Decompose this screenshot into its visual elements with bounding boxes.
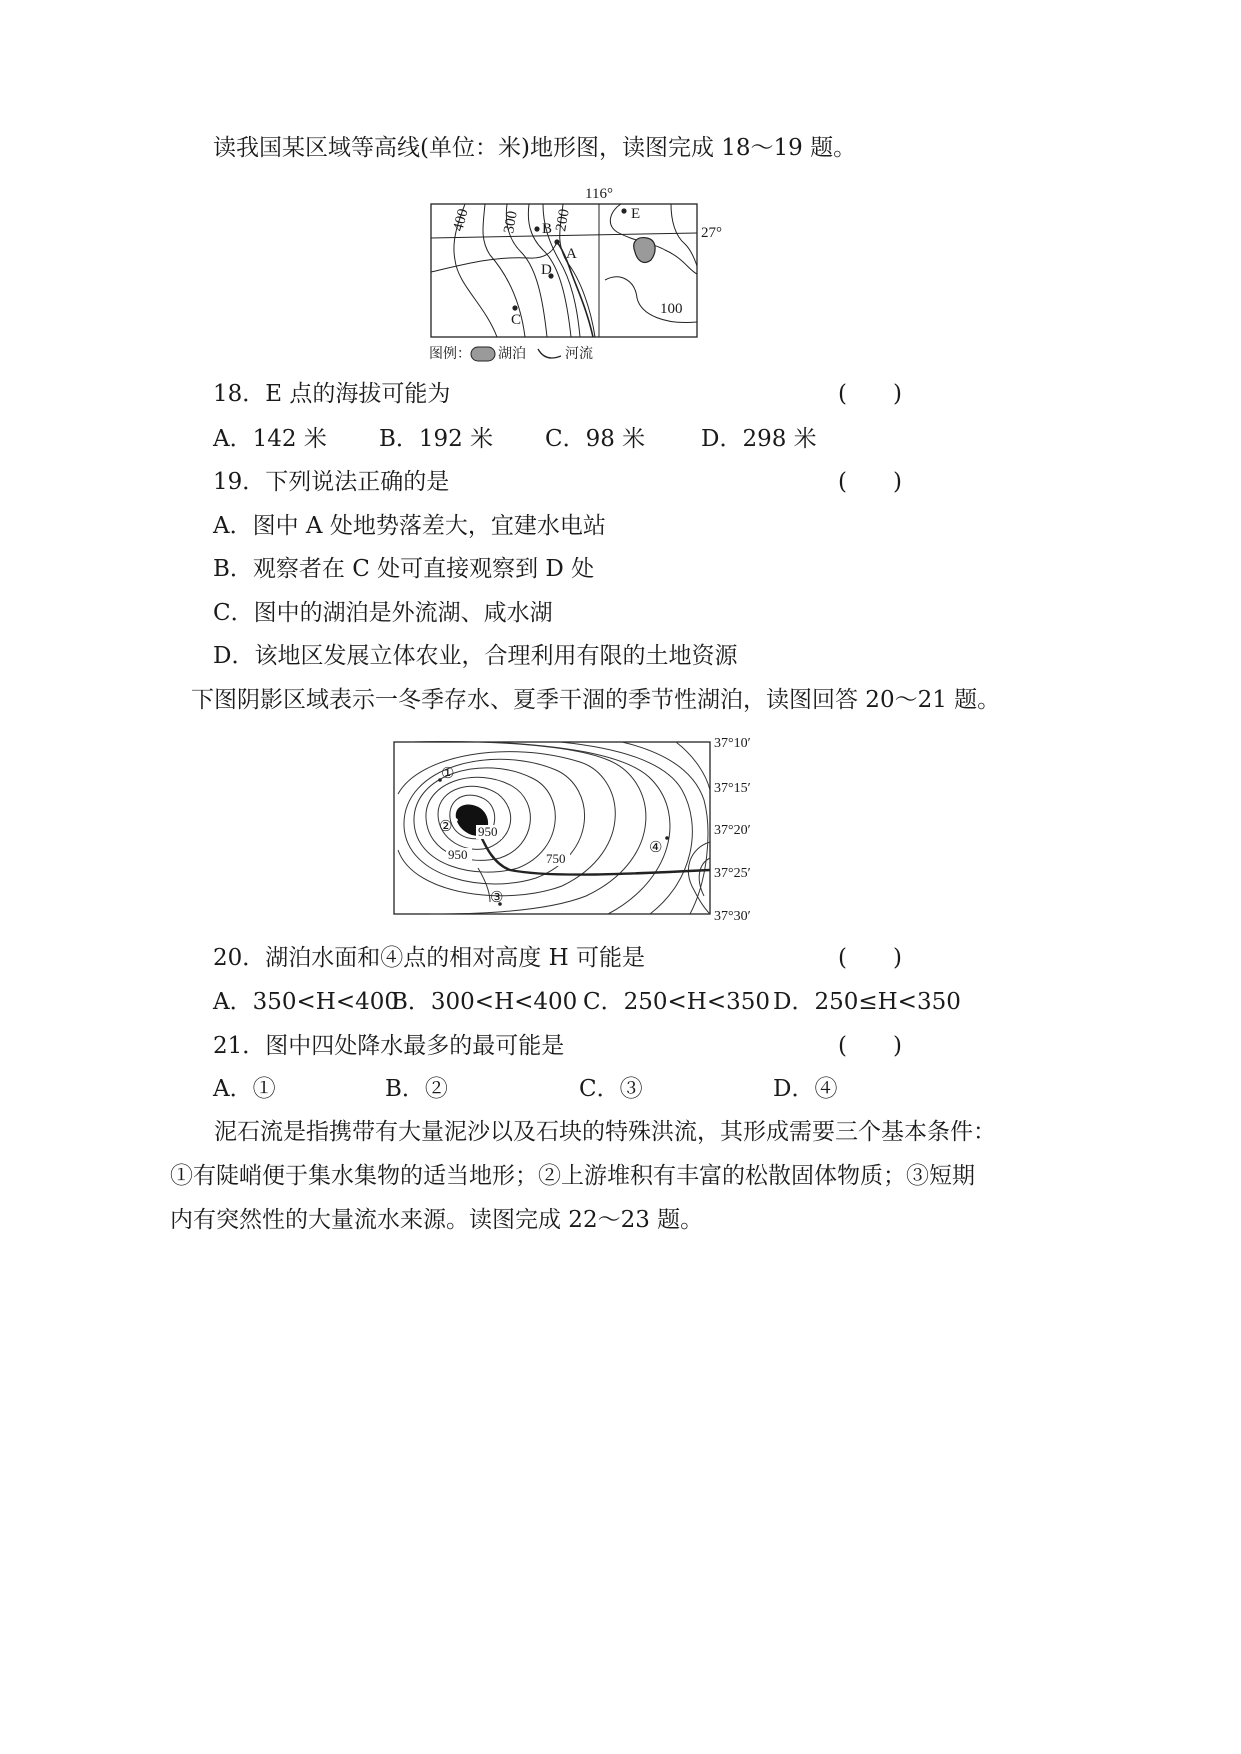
contour-label-750: 750 <box>546 851 566 866</box>
q20-option-c[interactable]: C．250<H<350 <box>583 989 770 1015</box>
point-1: ① <box>441 766 455 782</box>
intro-text-1: 读我国某区域等高线(单位：米)地形图，读图完成 18～19 题。 <box>213 135 857 161</box>
contour-map-1 <box>425 180 745 370</box>
q19-option-c[interactable]: C．图中的湖泊是外流湖、咸水湖 <box>213 600 553 626</box>
lat-label-37-20: 37°20′ <box>714 823 751 838</box>
q21-paren: ( ) <box>838 1033 902 1059</box>
q20-option-a[interactable]: A．350<H<400 <box>213 989 400 1015</box>
q18-paren: ( ) <box>838 381 902 407</box>
q18-option-b[interactable]: B．192 米 <box>379 426 494 452</box>
contour-map-2 <box>390 730 770 925</box>
q20-paren: ( ) <box>838 945 902 971</box>
q19-option-b[interactable]: B．观察者在 C 处可直接观察到 D 处 <box>213 556 595 582</box>
lat-label-37-15: 37°15′ <box>714 781 751 796</box>
lat-label: 27° <box>701 225 722 241</box>
contour-label-950-a: 950 <box>478 824 498 839</box>
contour-label-200: 200 <box>553 207 573 233</box>
legend-lake: 湖泊 <box>498 347 526 362</box>
point-4: ④ <box>649 840 663 856</box>
intro-text-2: 下图阴影区域表示一冬季存水、夏季干涸的季节性湖泊，读图回答 20～21 题。 <box>191 687 1001 713</box>
lon-label: 116° <box>585 186 613 202</box>
q21-option-a[interactable]: A．① <box>213 1076 276 1102</box>
legend-river: 河流 <box>565 347 593 362</box>
paragraph-line-2: ①有陡峭便于集水集物的适当地形；②上游堆积有丰富的松散固体物质；③短期 <box>170 1163 975 1189</box>
q20-stem: 20．湖泊水面和④点的相对高度 H 可能是 <box>213 945 645 971</box>
contour-label-400: 400 <box>450 207 472 234</box>
legend-prefix: 图例： <box>429 347 471 362</box>
point-2: ② <box>439 819 453 835</box>
contour-label-950-b: 950 <box>448 847 468 862</box>
q20-option-b[interactable]: B．300<H<400 <box>391 989 578 1015</box>
point-e: E <box>631 206 641 222</box>
q19-paren: ( ) <box>838 469 902 495</box>
q21-option-c[interactable]: C．③ <box>579 1076 643 1102</box>
point-d: D <box>541 262 552 278</box>
q21-option-b[interactable]: B．② <box>385 1076 448 1102</box>
point-c: C <box>511 312 522 328</box>
q19-stem: 19．下列说法正确的是 <box>213 469 450 495</box>
contour-label-300: 300 <box>501 209 521 235</box>
paragraph-line-1: 泥石流是指携带有大量泥沙以及石块的特殊洪流，其形成需要三个基本条件： <box>214 1119 996 1145</box>
q19-option-a[interactable]: A．图中 A 处地势落差大，宜建水电站 <box>213 513 606 539</box>
lat-label-37-10: 37°10′ <box>714 736 751 751</box>
lat-label-37-30: 37°30′ <box>714 909 751 924</box>
contour-label-100: 100 <box>660 301 683 317</box>
q19-option-d[interactable]: D．该地区发展立体农业，合理利用有限的土地资源 <box>213 643 738 669</box>
point-3: ③ <box>490 890 504 906</box>
q18-stem: 18．E 点的海拔可能为 <box>213 381 451 407</box>
point-b: B <box>542 221 553 237</box>
q21-option-d[interactable]: D．④ <box>773 1076 838 1102</box>
q21-stem: 21．图中四处降水最多的最可能是 <box>213 1033 565 1059</box>
q20-option-d[interactable]: D．250≤H<350 <box>773 989 961 1015</box>
lat-label-37-25: 37°25′ <box>714 866 751 881</box>
q18-option-c[interactable]: C．98 米 <box>545 426 646 452</box>
q18-option-a[interactable]: A．142 米 <box>213 426 327 452</box>
q18-option-d[interactable]: D．298 米 <box>701 426 817 452</box>
point-a: A <box>566 246 577 262</box>
paragraph-line-3: 内有突然性的大量流水来源。读图完成 22～23 题。 <box>170 1207 704 1233</box>
